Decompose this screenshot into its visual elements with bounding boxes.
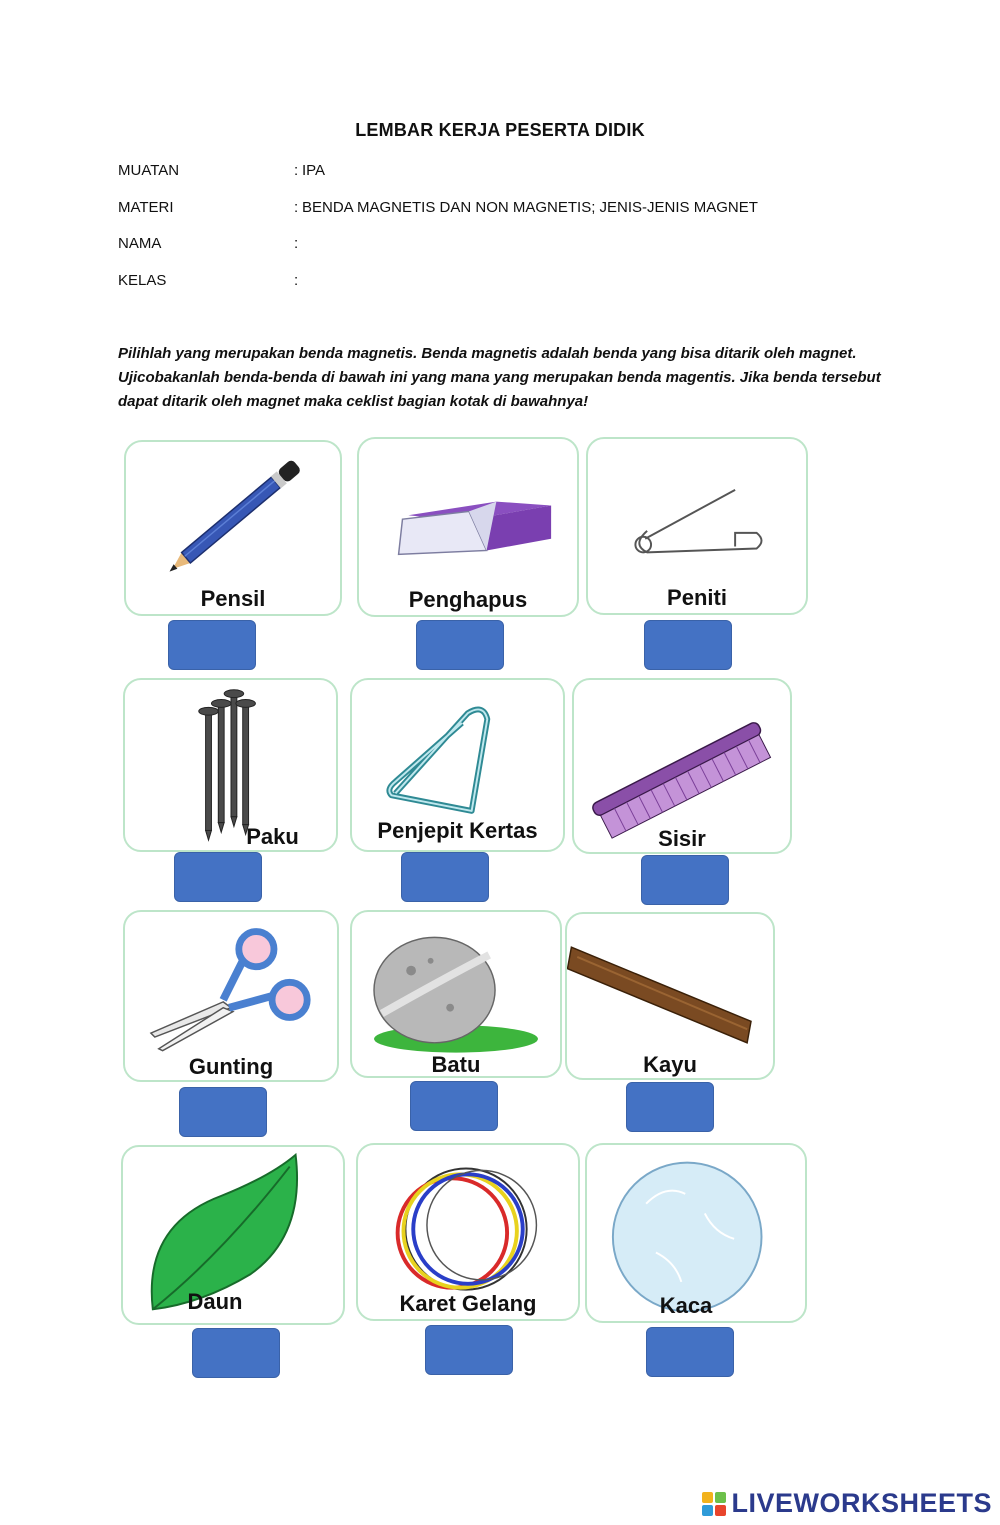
answer-box-batu[interactable] [410, 1081, 498, 1131]
item-label: Batu [431, 1052, 481, 1077]
answer-box-pensil[interactable] [168, 620, 256, 670]
item-card-peniti [586, 437, 808, 615]
meta-value: BENDA MAGNETIS DAN NON MAGNETIS; JENIS-JENIS MAGNET [302, 199, 758, 216]
answer-box-peniti[interactable] [644, 620, 732, 670]
meta-separator: : [294, 235, 299, 252]
meta-value: IPA [302, 162, 326, 179]
item-label: Kaca [659, 1293, 713, 1318]
meta-label: NAMA [118, 235, 162, 252]
item-card-pensil [124, 440, 342, 616]
item-label: Peniti [667, 585, 727, 610]
item-card-kaca [585, 1143, 807, 1323]
answer-box-penghapus[interactable] [416, 620, 504, 670]
liveworksheets-mark-icon [702, 1492, 726, 1516]
item-card-penjepit-kertas [350, 678, 565, 852]
answer-box-karet-gelang[interactable] [425, 1325, 513, 1375]
answer-box-daun[interactable] [192, 1328, 280, 1378]
item-card-penghapus [357, 437, 579, 617]
item-label: Daun [187, 1289, 243, 1314]
meta-separator: : [294, 199, 299, 216]
meta-label: KELAS [118, 272, 167, 289]
answer-box-paku[interactable] [174, 852, 262, 902]
answer-box-penjepit-kertas[interactable] [401, 852, 489, 902]
item-label: Pensil [200, 586, 266, 611]
item-card-karet-gelang [356, 1143, 580, 1321]
item-label: Penjepit Kertas [377, 818, 538, 843]
answer-box-gunting[interactable] [179, 1087, 267, 1137]
answer-box-sisir[interactable] [641, 855, 729, 905]
meta-label: MATERI [118, 199, 174, 216]
instruction-text: Pilihlah yang merupakan benda magnetis. Benda magnetis adalah benda yang bisa ditarik oleh magnet. Ujicobakanlah benda-benda di bawah ini yang mana yang merupakan benda magentis. Jika benda tersebut dapat ditarik oleh magnet maka ceklist bagian kotak di bawahnya! [118, 345, 881, 410]
answer-box-kaca[interactable] [646, 1327, 734, 1377]
answer-box-kayu[interactable] [626, 1082, 714, 1132]
brand-text: LIVEWORKSHEETS [731, 1488, 992, 1518]
worksheet-title: LEMBAR KERJA PESERTA DIDIK [355, 120, 645, 140]
item-card-sisir [572, 678, 792, 854]
item-label: Penghapus [408, 587, 528, 612]
item-card-batu [350, 910, 562, 1078]
item-card-kayu [565, 912, 775, 1080]
meta-label: MUATAN [118, 162, 180, 179]
item-card-daun [121, 1145, 345, 1325]
item-card-paku [123, 678, 338, 852]
item-label: Gunting [188, 1054, 274, 1079]
item-label: Karet Gelang [399, 1291, 537, 1316]
item-label: Kayu [643, 1052, 697, 1077]
meta-separator: : [294, 272, 299, 289]
item-card-gunting [123, 910, 339, 1082]
meta-separator: : [294, 162, 299, 179]
item-label: Sisir [658, 826, 706, 851]
liveworksheets-logo [702, 1488, 992, 1519]
item-label: Paku [246, 824, 299, 849]
